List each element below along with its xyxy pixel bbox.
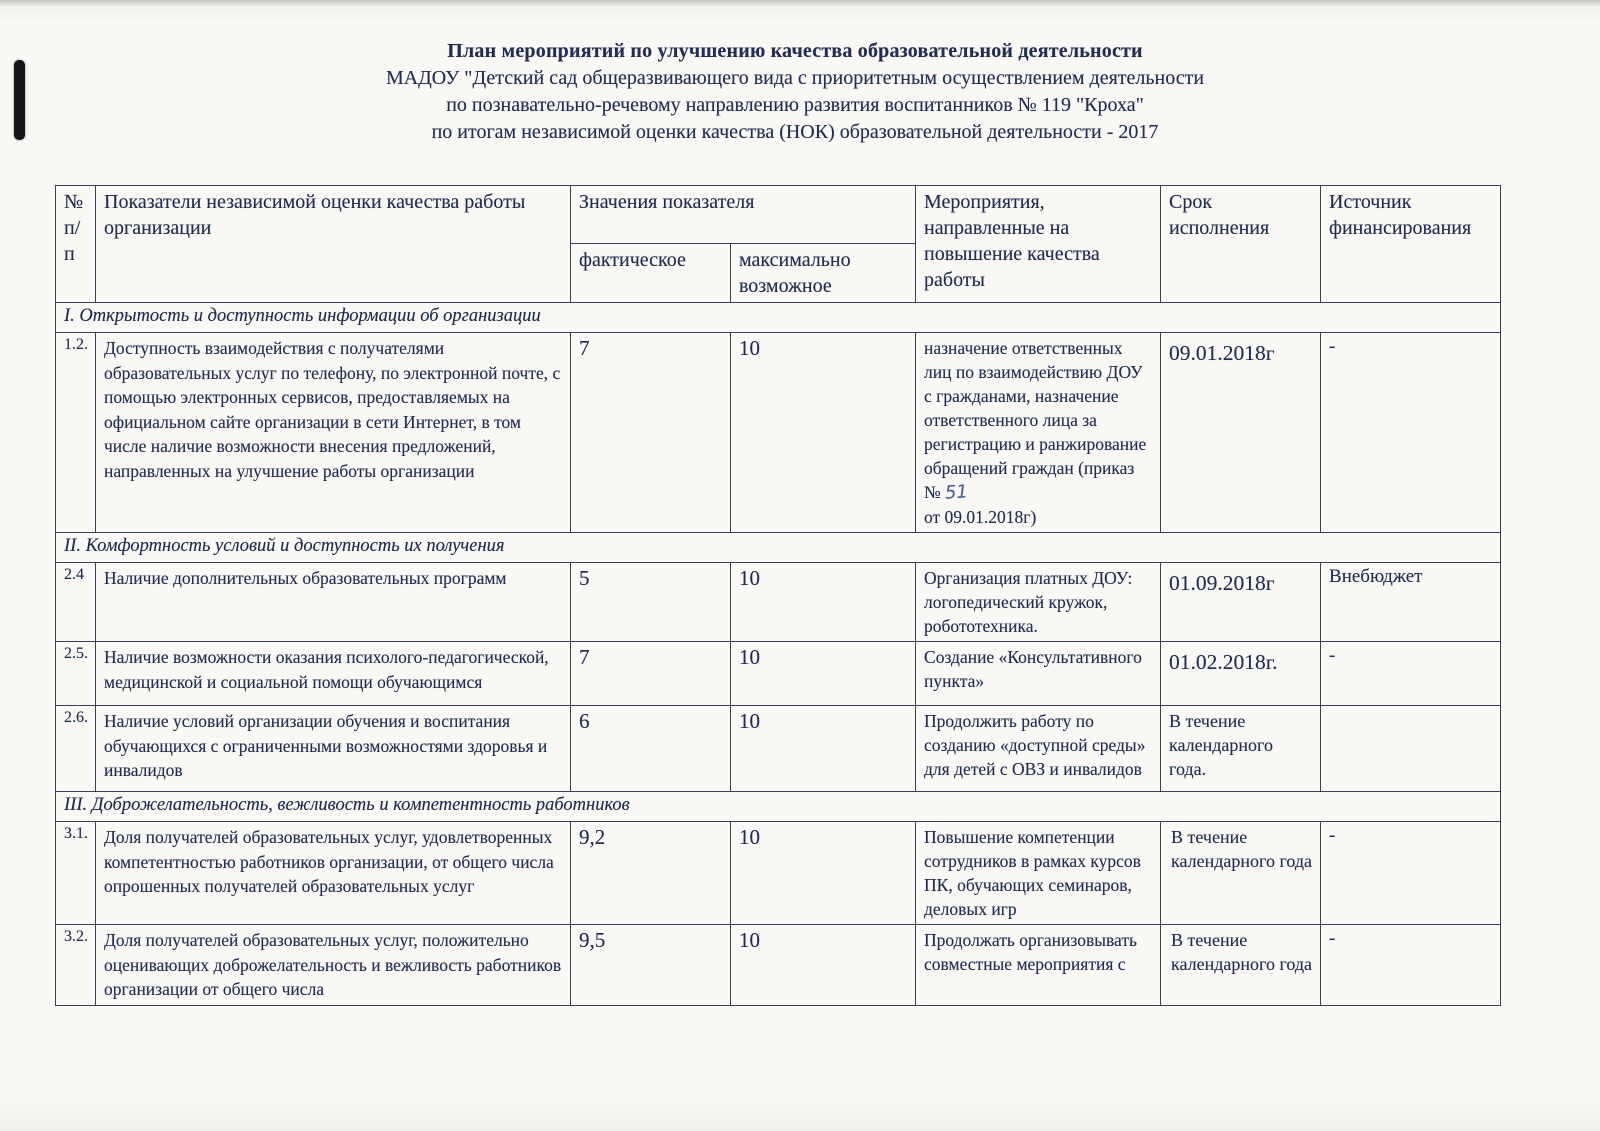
indicator-cell: Доля получателей образовательных услуг, положительно оценивающих доброжелательность и вежливость работников организации от общего числа xyxy=(96,925,571,1006)
page-title: План мероприятий по улучшению качества образовательной деятельности xyxy=(447,40,1143,62)
row-number: 2.4 xyxy=(56,563,96,642)
max-value-cell: 10 xyxy=(731,822,916,925)
max-value-cell: 10 xyxy=(731,706,916,792)
deadline-cell: 09.01.2018г xyxy=(1161,333,1321,533)
activities-text-tail: от 09.01.2018г) xyxy=(924,507,1037,527)
plan-table xyxy=(55,185,1501,1006)
activities-text: назначение ответственных лиц по взаимодействию ДОУ с гражданами, назначение ответственного лица за регистрацию и ранжирование обращений граждан (приказ № xyxy=(924,338,1147,502)
activities-cell: Создание «Консультативного пункта» xyxy=(916,642,1161,706)
row-number: 3.2. xyxy=(56,925,96,1006)
header-funding: Источник финансирования xyxy=(1321,186,1501,303)
actual-value-cell: 7 xyxy=(571,333,731,533)
table-row-2-5 xyxy=(56,642,1501,706)
section-row-3 xyxy=(56,792,1501,822)
section-title: III. Доброжелательность, вежливость и компетентность работников xyxy=(56,792,1501,822)
header-deadline: Срок исполнения xyxy=(1161,186,1321,303)
indicator-cell: Доступность взаимодействия с получателями образовательных услуг по телефону, по электронной почте, с помощью электронных сервисов, предоставляемых на официальном сайте организации в сети Интернет, в том числе наличие возможности внесения предложений, направленных на улучшение работы организации xyxy=(96,333,571,533)
activities-cell: Повышение компетенции сотрудников в рамках курсов ПК, обучающих семинаров, деловых игр xyxy=(916,822,1161,925)
section-title: II. Комфортность условий и доступность их получения xyxy=(56,533,1501,563)
page-subtitle-line-3: по итогам независимой оценки качества (НОК) образовательной деятельности - 2017 xyxy=(431,121,1159,143)
handwritten-order-number: 51 xyxy=(944,481,969,504)
max-value-cell: 10 xyxy=(731,925,916,1006)
header-actual: фактическое xyxy=(571,244,731,303)
section-row-2 xyxy=(56,533,1501,563)
funding-cell: - xyxy=(1321,822,1501,925)
scan-edge-artifact xyxy=(0,0,1600,7)
funding-cell: - xyxy=(1321,333,1501,533)
indicator-cell: Наличие условий организации обучения и воспитания обучающихся с ограниченными возможностями здоровья и инвалидов xyxy=(96,706,571,792)
activities-cell: Продолжать организовывать совместные мероприятия с xyxy=(916,925,1161,1006)
funding-cell: - xyxy=(1321,642,1501,706)
funding-cell: - xyxy=(1321,925,1501,1006)
document-header xyxy=(0,38,1590,146)
header-activities: Мероприятия, направленные на повышение качества работы xyxy=(916,186,1161,303)
actual-value-cell: 9,2 xyxy=(571,822,731,925)
deadline-cell: В течение календарного года xyxy=(1161,925,1321,1006)
page-subtitle-line-2: по познавательно-речевому направлению развития воспитанников № 119 "Кроха" xyxy=(446,94,1144,116)
deadline-cell: 01.09.2018г xyxy=(1161,563,1321,642)
actual-value-cell: 9,5 xyxy=(571,925,731,1006)
page-subtitle-line-1: МАДОУ "Детский сад общеразвивающего вида с приоритетным осуществлением деятельности xyxy=(385,67,1205,89)
row-number: 1.2. xyxy=(56,333,96,533)
indicator-cell: Наличие возможности оказания психолого-педагогической, медицинской и социальной помощи обучающимся xyxy=(96,642,571,706)
table-row-2-4 xyxy=(56,563,1501,642)
actual-value-cell: 5 xyxy=(571,563,731,642)
row-number: 3.1. xyxy=(56,822,96,925)
table-row-2-6 xyxy=(56,706,1501,792)
section-row-1 xyxy=(56,303,1501,333)
header-indicator: Показатели независимой оценки качества работы организации xyxy=(96,186,571,303)
max-value-cell: 10 xyxy=(731,642,916,706)
funding-cell xyxy=(1321,706,1501,792)
activities-cell: Продолжить работу по созданию «доступной среды» для детей с ОВЗ и инвалидов xyxy=(916,706,1161,792)
table-header-row-1 xyxy=(56,186,1501,244)
deadline-cell: 01.02.2018г. xyxy=(1161,642,1321,706)
row-number: 2.6. xyxy=(56,706,96,792)
max-value-cell: 10 xyxy=(731,333,916,533)
funding-cell: Внебюджет xyxy=(1321,563,1501,642)
row-number: 2.5. xyxy=(56,642,96,706)
actual-value-cell: 6 xyxy=(571,706,731,792)
deadline-cell: В течение календарного года xyxy=(1161,822,1321,925)
activities-cell xyxy=(916,333,1161,533)
header-max: максимально возможное xyxy=(731,244,916,303)
section-title: I. Открытость и доступность информации об организации xyxy=(56,303,1501,333)
table-row-3-2 xyxy=(56,925,1501,1006)
table-row-1-2 xyxy=(56,333,1501,533)
header-values-group: Значения показателя xyxy=(571,186,916,244)
deadline-cell: В течение календарного года. xyxy=(1161,706,1321,792)
max-value-cell: 10 xyxy=(731,563,916,642)
indicator-cell: Наличие дополнительных образовательных программ xyxy=(96,563,571,642)
table-row-3-1 xyxy=(56,822,1501,925)
header-num: № п/п xyxy=(56,186,96,303)
activities-cell: Организация платных ДОУ: логопедический кружок, робототехника. xyxy=(916,563,1161,642)
actual-value-cell: 7 xyxy=(571,642,731,706)
indicator-cell: Доля получателей образовательных услуг, удовлетворенных компетентностью работников организации, от общего числа опрошенных получателей образовательных услуг xyxy=(96,822,571,925)
